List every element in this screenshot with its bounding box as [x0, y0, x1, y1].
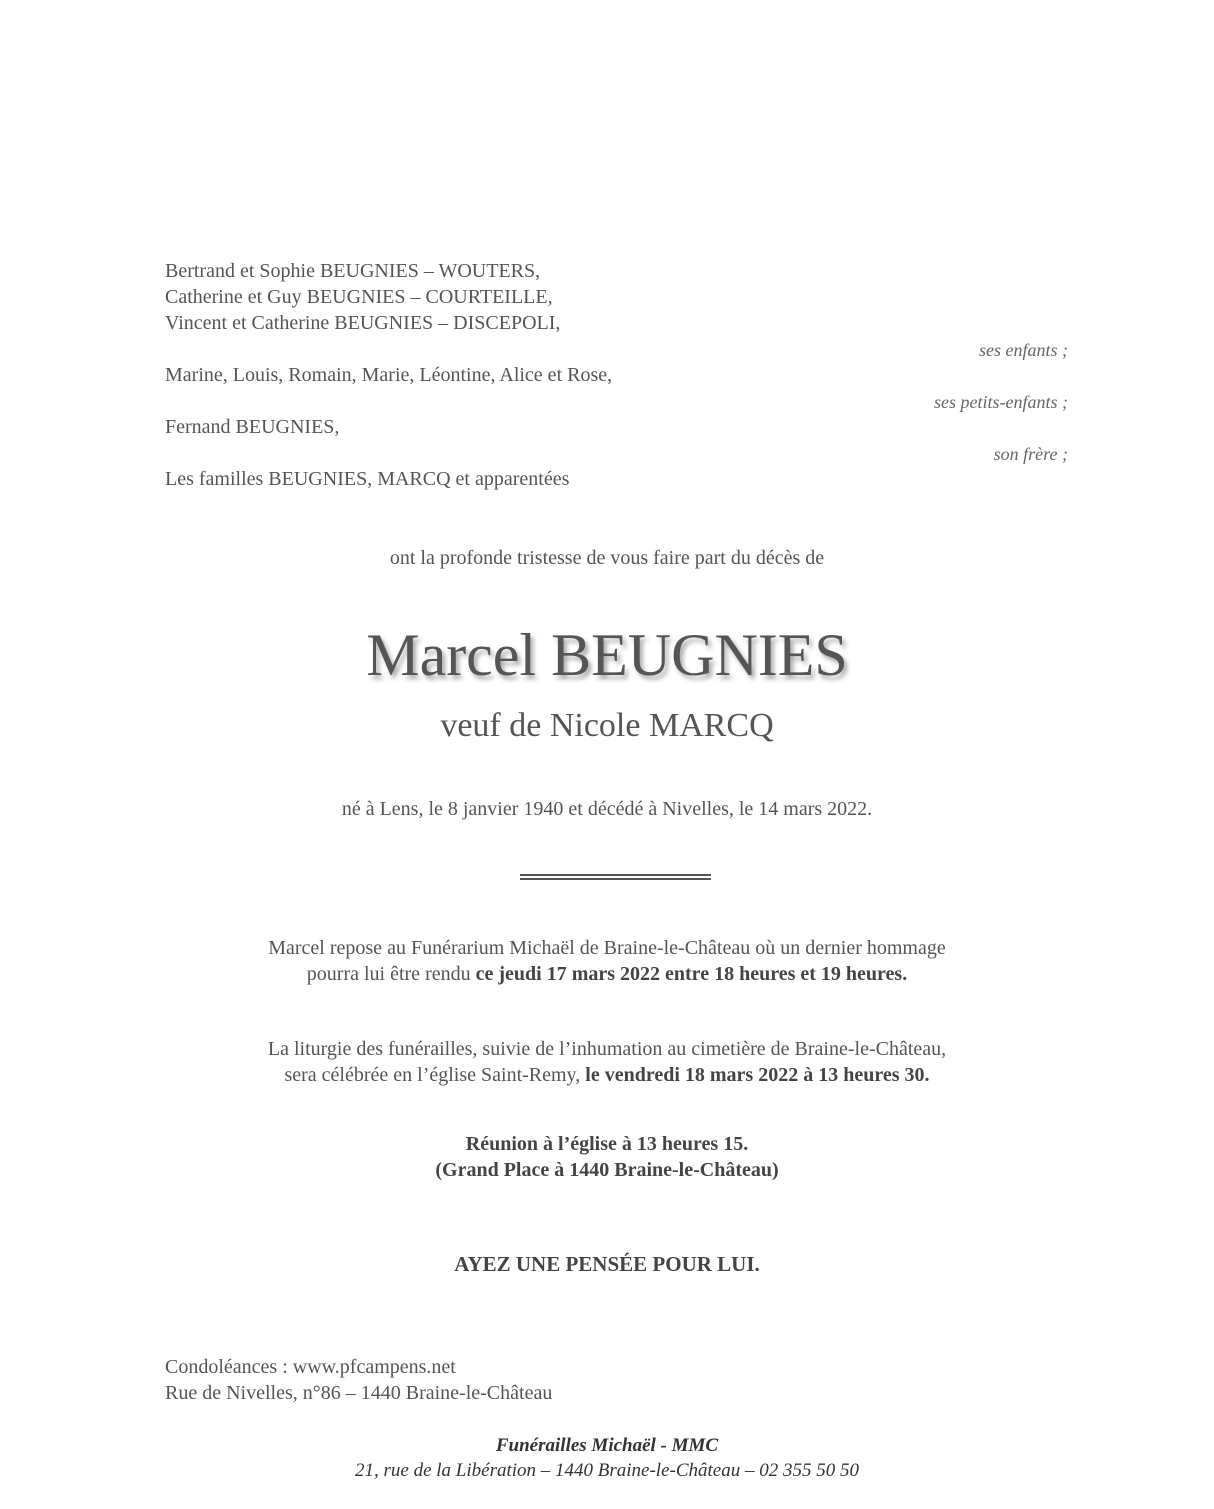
liturgy-line-2: [0, 1062, 1214, 1088]
condolences-address: Rue de Nivelles, n°86 – 1440 Braine-le-Château: [165, 1382, 553, 1404]
closing-phrase: AYEZ UNE PENSÉE POUR LUI.: [454, 1252, 760, 1276]
announcement-text: ont la profonde tristesse de vous faire part du décès de: [389, 547, 825, 569]
visitation-datetime: ce jeudi 17 mars 2022 entre 18 heures et 19 heures.: [475, 963, 908, 985]
meeting-line-1: Réunion à l’église à 13 heures 15.: [465, 1133, 749, 1155]
widow-of: veuf de Nicole MARCQ: [440, 707, 774, 744]
condolences-url[interactable]: www.pfcampens.net: [292, 1356, 456, 1378]
grandchildren-role: ses petits-enfants ;: [934, 392, 1068, 412]
divider-line-top: [520, 874, 711, 876]
visitation-line-1: Marcel repose au Funérarium Michaël de Braine-le-Château où un dernier hommage: [268, 937, 946, 959]
condolences-label: Condoléances :: [165, 1356, 293, 1378]
visitation-prefix: pourra lui être rendu: [306, 963, 476, 985]
liturgy-line-1: La liturgie des funérailles, suivie de l’inhumation au cimetière de Braine-le-Château,: [267, 1038, 947, 1060]
visitation-line-2: [0, 961, 1214, 987]
children-role: ses enfants ;: [979, 340, 1068, 360]
liturgy-datetime: le vendredi 18 mars 2022 à 13 heures 30.: [585, 1064, 930, 1086]
child-3: Vincent et Catherine BEUGNIES – DISCEPOLI,: [165, 312, 561, 334]
funeral-home-name: Funérailles Michaël - MMC: [495, 1435, 719, 1456]
liturgy-prefix: sera célébrée en l’église Saint-Remy,: [284, 1064, 586, 1086]
child-2: Catherine et Guy BEUGNIES – COURTEILLE,: [165, 286, 553, 308]
birth-death-dates: né à Lens, le 8 janvier 1940 et décédé à Nivelles, le 14 mars 2022.: [341, 798, 873, 820]
child-1: Bertrand et Sophie BEUGNIES – WOUTERS,: [165, 260, 541, 282]
grandchildren: Marine, Louis, Romain, Marie, Léontine, Alice et Rose,: [165, 364, 613, 386]
brother-role: son frère ;: [993, 444, 1068, 464]
brother: Fernand BEUGNIES,: [165, 416, 340, 438]
funeral-home-address: 21, rue de la Libération – 1440 Braine-le-Château – 02 355 50 50: [355, 1460, 859, 1481]
condolences-line: [165, 1354, 456, 1380]
extended-families: Les familles BEUGNIES, MARCQ et apparentées: [165, 468, 570, 490]
meeting-line-2: (Grand Place à 1440 Braine-le-Château): [435, 1159, 779, 1181]
divider-line-bottom: [520, 878, 711, 880]
deceased-name: Marcel BEUGNIES: [366, 622, 848, 688]
